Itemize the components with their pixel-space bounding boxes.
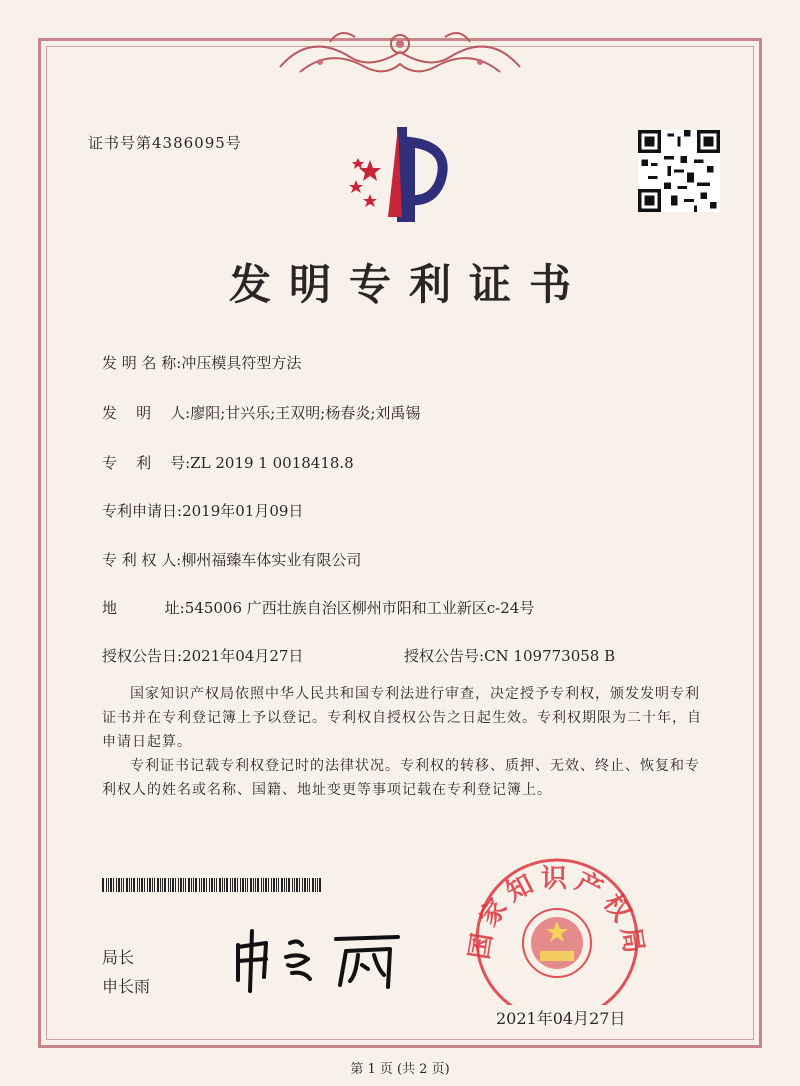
- handwritten-signature: [228, 925, 418, 995]
- inventors-label: 发 明 人:: [102, 404, 191, 422]
- application-date-row: [102, 500, 303, 521]
- inventors-value: 廖阳;甘兴乐;王双明;杨春炎;刘禹锡: [190, 404, 421, 422]
- address-row: [102, 597, 534, 618]
- seal-text: 国家知识产权局: [464, 864, 650, 962]
- barcode: [102, 878, 322, 892]
- official-seal: [462, 855, 652, 1005]
- address-label: 地 址:: [102, 599, 185, 617]
- seal-date: 2021年04月27日: [496, 1009, 626, 1028]
- top-ornament: [270, 22, 530, 92]
- patent-number-value: ZL 2019 1 0018418.8: [190, 454, 354, 472]
- page-number: 第 1 页 (共 2 页): [350, 1062, 450, 1077]
- grant-number-row: [404, 645, 615, 666]
- certificate-number: 证书号第4386095号: [88, 134, 242, 152]
- application-date-value: 2019年01月09日: [182, 502, 304, 520]
- invention-name-label: 发 明 名 称:: [102, 354, 182, 372]
- inventors-row: [102, 402, 420, 423]
- address-value: 545006 广西壮族自治区柳州市阳和工业新区c-24号: [184, 599, 535, 617]
- grant-date-label: 授权公告日:: [102, 647, 183, 665]
- paragraph-grant-notice: 国家知识产权局依照中华人民共和国专利法进行审查，决定授予专利权，颁发发明专利证书并在专利登记簿上予以登记。专利权自授权公告之日起生效。专利权期限为二十年，自申请日起算。: [102, 686, 702, 750]
- grant-date-row: [102, 645, 303, 666]
- patentee-value: 柳州福臻车体实业有限公司: [181, 551, 362, 569]
- signatory-title: 局长: [102, 948, 135, 967]
- patent-number-label: 专 利 号:: [102, 454, 191, 472]
- invention-name-value: 冲压模具符型方法: [181, 354, 302, 372]
- grant-number-label: 授权公告号:: [404, 647, 485, 665]
- signatory-name: 申长雨: [102, 977, 151, 996]
- patentee-label: 专 利 权 人:: [102, 551, 182, 569]
- grant-number-value: CN 109773058 B: [484, 647, 616, 665]
- application-date-label: 专利申请日:: [102, 502, 183, 520]
- patent-logo-icon: [340, 122, 470, 222]
- national-emblem-icon: [523, 909, 591, 977]
- grant-date-value: 2021年04月27日: [182, 647, 304, 665]
- patent-number-row: [102, 452, 354, 473]
- paragraph-legal-status: 专利证书记载专利权登记时的法律状况。专利权的转移、质押、无效、终止、恢复和专利权人的姓名或名称、国籍、地址变更等事项记载在专利登记簿上。: [102, 758, 700, 798]
- document-title: 发明专利证书: [228, 260, 589, 309]
- qr-code: [638, 130, 720, 212]
- patentee-row: [102, 549, 361, 570]
- invention-name-row: [102, 352, 301, 373]
